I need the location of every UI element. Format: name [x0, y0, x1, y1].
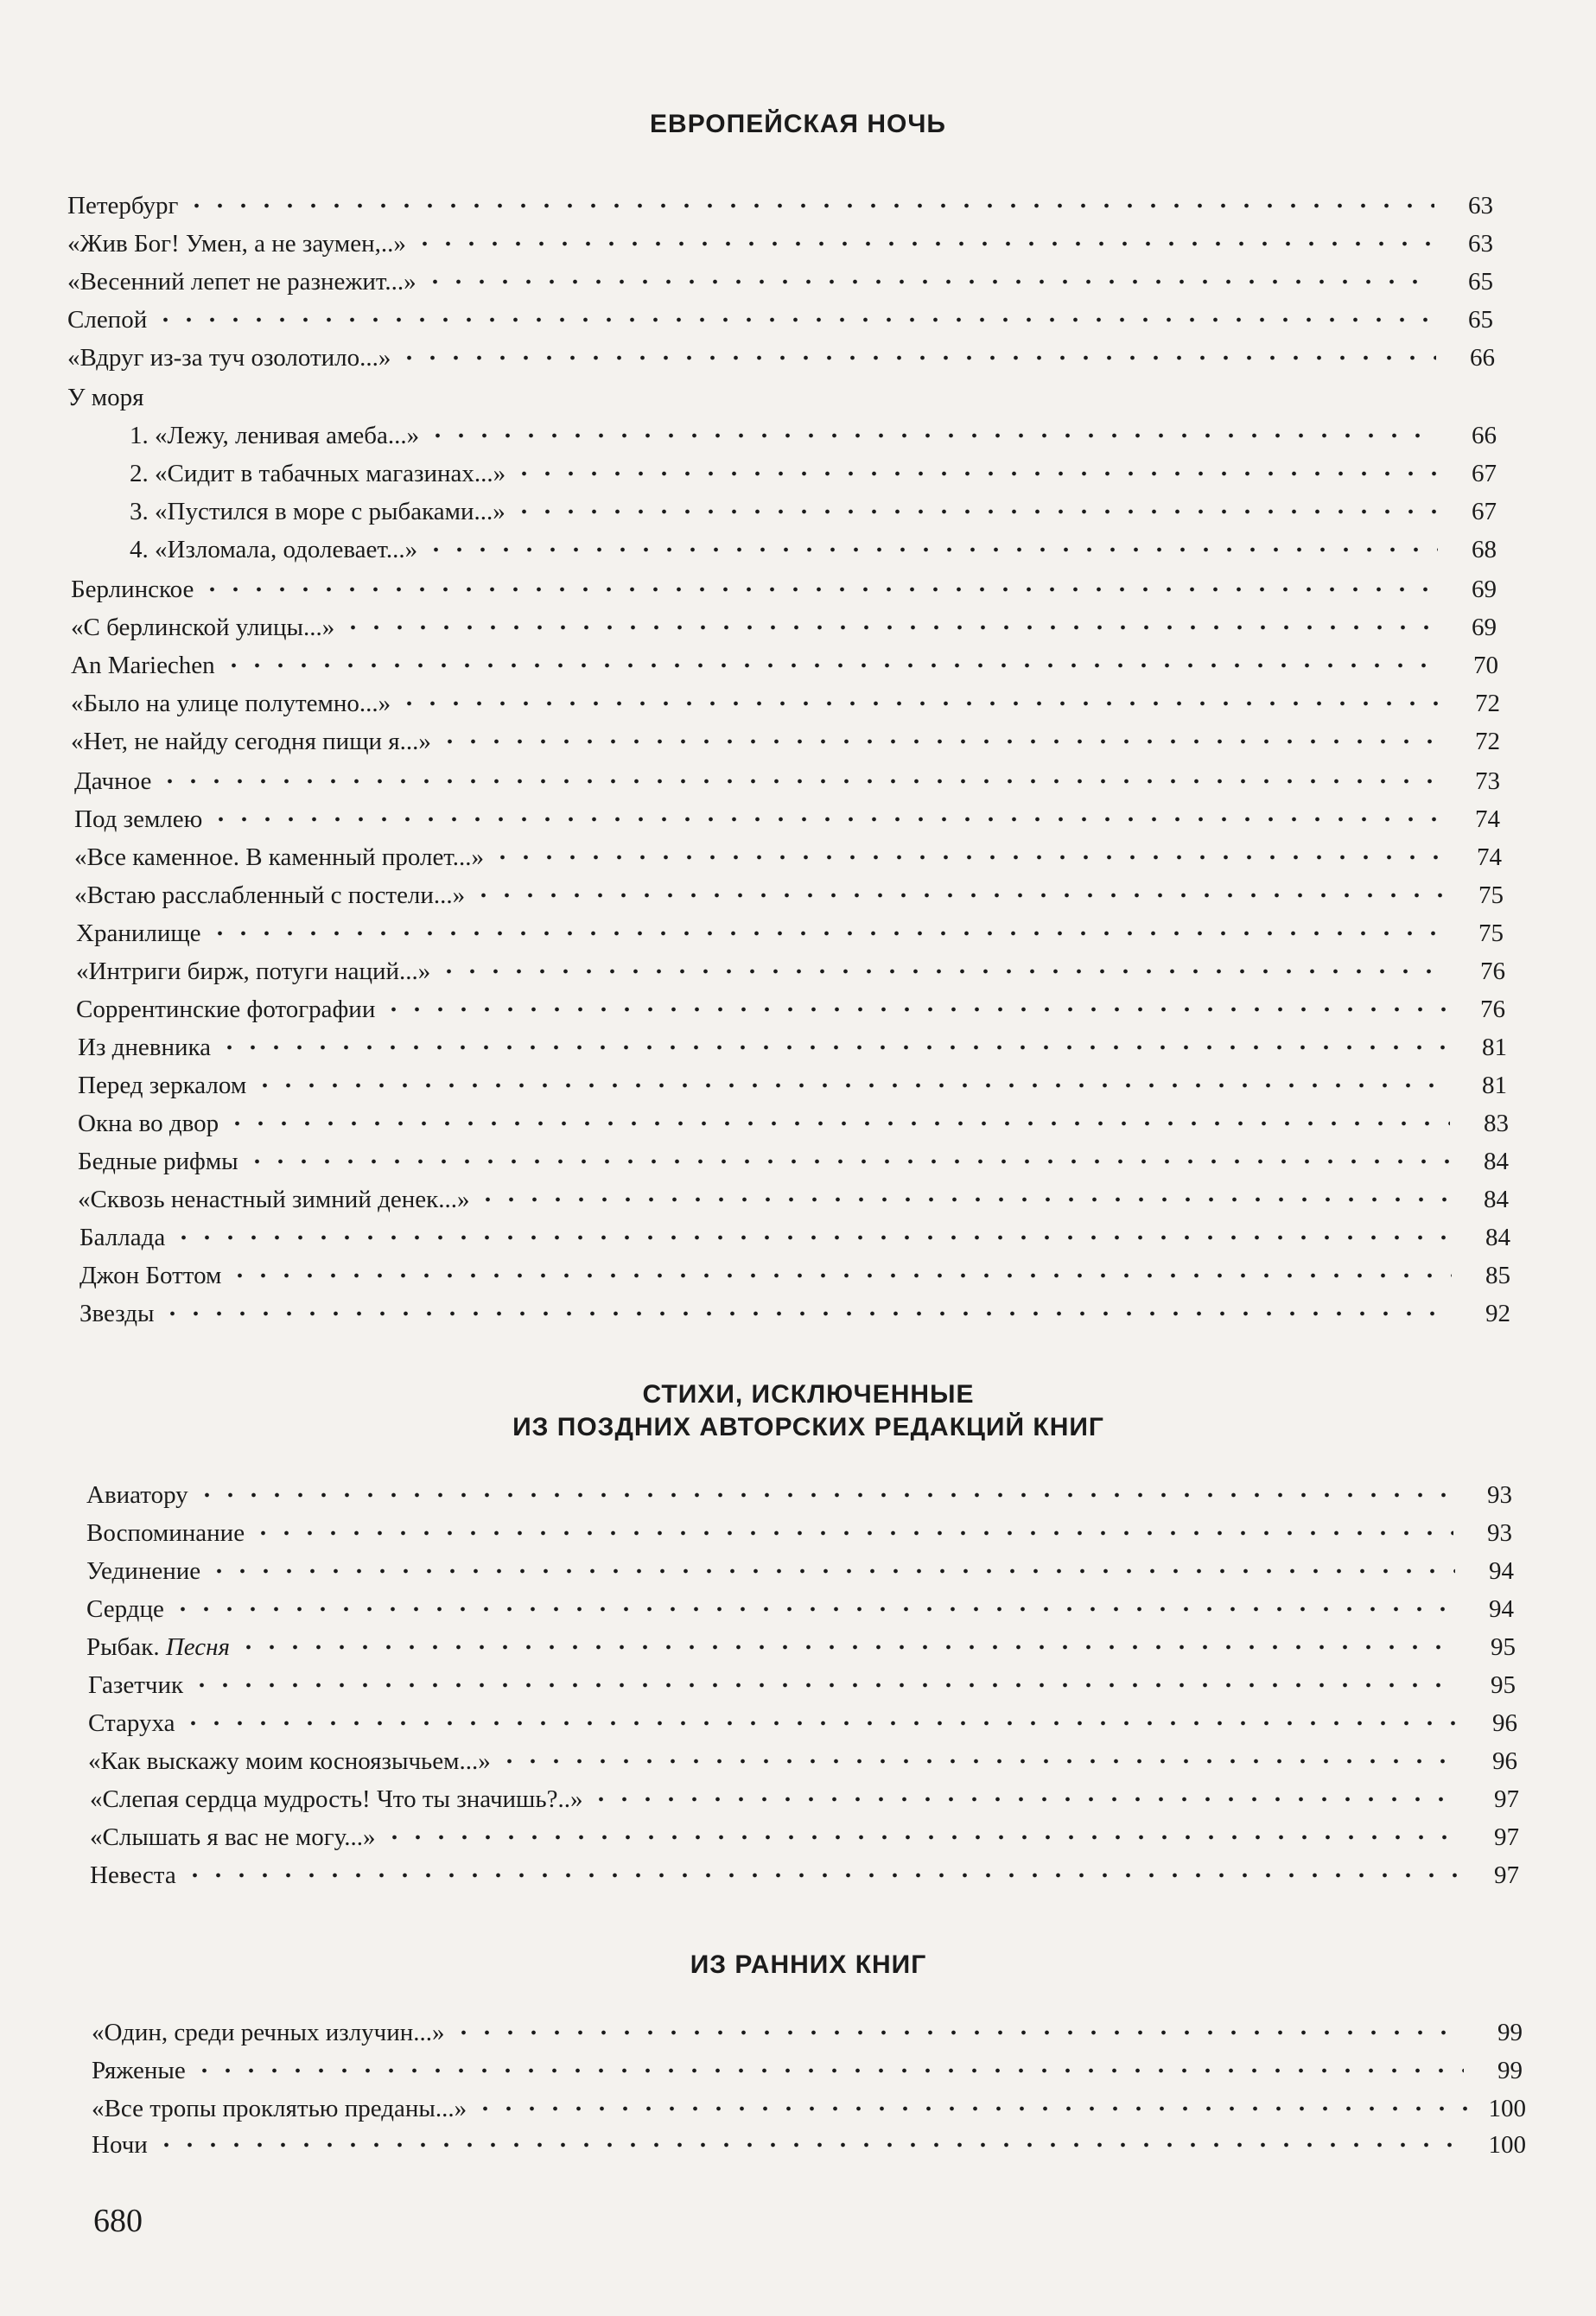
- page-number: 93: [1487, 1519, 1512, 1547]
- toc-entry: «Жив Бог! Умен, а не заумен,..» 63: [67, 225, 1493, 263]
- toc-entry: Хранилище 75: [76, 914, 1504, 952]
- dot-leader: [171, 1590, 1455, 1628]
- dot-leader: [155, 2126, 1467, 2164]
- dot-leader: [228, 1257, 1452, 1295]
- page-number: 68: [1472, 536, 1497, 563]
- page-number: 81: [1482, 1072, 1507, 1099]
- dot-leader: [245, 1142, 1450, 1180]
- dot-leader: [476, 1180, 1450, 1218]
- page-number: 92: [1485, 1300, 1510, 1327]
- dot-leader: [438, 722, 1441, 760]
- toc-entry: Перед зеркалом 81: [78, 1066, 1507, 1104]
- page-number: 74: [1475, 805, 1500, 833]
- page-number: 95: [1491, 1671, 1516, 1699]
- page-number: 94: [1489, 1557, 1514, 1585]
- toc-entry: «С берлинской улицы...» 69: [71, 608, 1497, 646]
- toc-entry: «Все тропы проклятью преданы...» 100: [92, 2090, 1526, 2128]
- dot-leader: [452, 2014, 1464, 2052]
- dot-leader: [237, 1628, 1457, 1666]
- page-number: 76: [1480, 996, 1505, 1023]
- page-number: 96: [1492, 1747, 1517, 1775]
- dot-leader: [207, 1552, 1455, 1590]
- toc-entry: «Вдруг из-за туч озолотило...» 66: [67, 339, 1495, 377]
- page-number: 72: [1475, 690, 1500, 717]
- page-number: 84: [1484, 1148, 1509, 1175]
- toc-entry: Газетчик 95: [88, 1666, 1516, 1704]
- page-number: 93: [1487, 1481, 1512, 1509]
- toc-entry: «Как выскажу моим косноязычьем...» 96: [88, 1742, 1517, 1780]
- dot-leader: [226, 1104, 1450, 1142]
- page-folio-number: 680: [93, 2203, 143, 2239]
- toc-entry: Бедные рифмы 84: [78, 1142, 1509, 1180]
- dot-leader: [382, 990, 1447, 1028]
- dot-leader: [222, 646, 1440, 684]
- page-number: 84: [1485, 1224, 1510, 1251]
- toc-entry: Ночи 100: [92, 2126, 1526, 2164]
- page-number: 100: [1488, 2095, 1526, 2122]
- dot-leader: [413, 225, 1434, 263]
- dot-leader: [253, 1066, 1448, 1104]
- toc-subentry: 3. «Пустился в море с рыбаками...» 67: [130, 493, 1497, 531]
- toc-entry: Дачное 73: [74, 762, 1500, 800]
- page-number: 100: [1488, 2131, 1526, 2159]
- dot-leader: [190, 1666, 1457, 1704]
- toc-entry: Берлинское 69: [71, 570, 1497, 608]
- dot-leader: [426, 417, 1438, 455]
- dot-leader: [172, 1218, 1452, 1257]
- toc-entry: «Было на улице полутемно...» 72: [71, 684, 1500, 722]
- toc-entry: Петербург 63: [67, 187, 1493, 225]
- section-heading-early-books: ИЗ РАННИХ КНИГ: [690, 1950, 927, 1979]
- dot-leader: [424, 531, 1438, 569]
- dot-leader: [589, 1780, 1460, 1818]
- dot-leader: [341, 608, 1438, 646]
- dot-leader: [200, 570, 1438, 608]
- page-number: 66: [1472, 422, 1497, 449]
- toc-entry: «Все каменное. В каменный пролет...» 74: [74, 838, 1502, 876]
- dot-leader: [397, 684, 1441, 722]
- toc-entry: Звезды 92: [79, 1295, 1510, 1333]
- dot-leader: [383, 1818, 1460, 1856]
- page-number: 74: [1477, 843, 1502, 871]
- page-number: 73: [1475, 767, 1500, 795]
- dot-leader: [161, 1295, 1452, 1333]
- dot-leader: [491, 838, 1443, 876]
- dot-leader: [183, 1856, 1460, 1894]
- page-number: 97: [1494, 1785, 1519, 1813]
- toc-entry: «Интриги бирж, потуги наций...» 76: [76, 952, 1505, 990]
- page-number: 97: [1494, 1823, 1519, 1851]
- dot-leader: [512, 455, 1438, 493]
- toc-entry: Рыбак. Песня 95: [86, 1628, 1516, 1666]
- dot-leader: [437, 952, 1447, 990]
- toc-entry: «Весенний лепет не разнежит...» 65: [67, 263, 1493, 301]
- page-number: 69: [1472, 576, 1497, 603]
- toc-entry-group-title: У моря: [67, 384, 144, 411]
- dot-leader: [218, 1028, 1448, 1066]
- page-number: 84: [1484, 1186, 1509, 1213]
- toc-subentry: 2. «Сидит в табачных магазинах...» 67: [130, 455, 1497, 493]
- page-number: 75: [1478, 881, 1504, 909]
- dot-leader: [474, 2090, 1467, 2128]
- dot-leader: [209, 800, 1441, 838]
- toc-entry: «Встаю расслабленный с постели...» 75: [74, 876, 1504, 914]
- dot-leader: [498, 1742, 1459, 1780]
- page-number: 99: [1497, 2057, 1523, 2084]
- dot-leader: [158, 762, 1441, 800]
- dot-leader: [195, 1476, 1453, 1514]
- page-number: 75: [1478, 919, 1504, 947]
- toc-entry: «Сквозь ненастный зимний денек...» 84: [78, 1180, 1509, 1218]
- page-number: 66: [1470, 344, 1495, 372]
- toc-entry: An Mariechen 70: [71, 646, 1498, 684]
- page-number: 83: [1484, 1110, 1509, 1137]
- toc-subentry: 4. «Изломала, одолевает...» 68: [130, 531, 1497, 569]
- dot-leader: [512, 493, 1438, 531]
- toc-entry: Старуха 96: [88, 1704, 1517, 1742]
- page-number: 76: [1480, 958, 1505, 985]
- section-heading-excluded-line-2: ИЗ ПОЗДНИХ АВТОРСКИХ РЕДАКЦИЙ КНИГ: [512, 1413, 1104, 1441]
- dot-leader: [193, 2052, 1464, 2090]
- page-number: 70: [1473, 652, 1498, 679]
- page-number: 85: [1485, 1262, 1510, 1289]
- dot-leader: [208, 914, 1445, 952]
- page-number: 65: [1468, 306, 1493, 334]
- toc-entry: Уединение 94: [86, 1552, 1514, 1590]
- dot-leader: [423, 263, 1434, 301]
- toc-entry: Окна во двор 83: [78, 1104, 1509, 1142]
- page-number: 95: [1491, 1633, 1516, 1661]
- toc-entry: Слепой 65: [67, 301, 1493, 339]
- dot-leader: [397, 339, 1436, 377]
- toc-entry: «Слепая сердца мудрость! Что ты значишь?..» 97: [90, 1780, 1519, 1818]
- dot-leader: [181, 1704, 1459, 1742]
- dot-leader: [185, 187, 1434, 225]
- page-number: 72: [1475, 728, 1500, 755]
- page-number: 94: [1489, 1595, 1514, 1623]
- page-number: 81: [1482, 1034, 1507, 1061]
- toc-subentry: 1. «Лежу, ленивая амеба...» 66: [130, 417, 1497, 455]
- page-number: 99: [1497, 2019, 1523, 2046]
- section-heading-excluded-line-1: СТИХИ, ИСКЛЮЧЕННЫЕ: [642, 1380, 975, 1409]
- toc-entry: Ряженые 99: [92, 2052, 1523, 2090]
- dot-leader: [472, 876, 1445, 914]
- toc-entry: Из дневника 81: [78, 1028, 1507, 1066]
- toc-entry: Невеста 97: [90, 1856, 1519, 1894]
- dot-leader: [154, 301, 1434, 339]
- page-number: 97: [1494, 1861, 1519, 1889]
- page-number: 96: [1492, 1709, 1517, 1737]
- dot-leader: [251, 1514, 1453, 1552]
- toc-entry: Баллада 84: [79, 1218, 1510, 1257]
- toc-entry: Воспоминание 93: [86, 1514, 1512, 1552]
- toc-entry: Соррентинские фотографии 76: [76, 990, 1505, 1028]
- toc-entry: «Слышать я вас не могу...» 97: [90, 1818, 1519, 1856]
- page-number: 67: [1472, 498, 1497, 525]
- page-number: 69: [1472, 614, 1497, 641]
- toc-entry: «Один, среди речных излучин...» 99: [92, 2014, 1523, 2052]
- page-number: 63: [1468, 192, 1493, 220]
- section-heading-european-night: ЕВРОПЕЙСКАЯ НОЧЬ: [650, 110, 946, 138]
- toc-entry: Под землею 74: [74, 800, 1500, 838]
- toc-entry: Джон Боттом 85: [79, 1257, 1510, 1295]
- page-number: 67: [1472, 460, 1497, 487]
- toc-entry: Сердце 94: [86, 1590, 1514, 1628]
- toc-entry: Авиатору 93: [86, 1476, 1512, 1514]
- toc-entry: «Нет, не найду сегодня пищи я...» 72: [71, 722, 1500, 760]
- page-number: 65: [1468, 268, 1493, 296]
- page-number: 63: [1468, 230, 1493, 258]
